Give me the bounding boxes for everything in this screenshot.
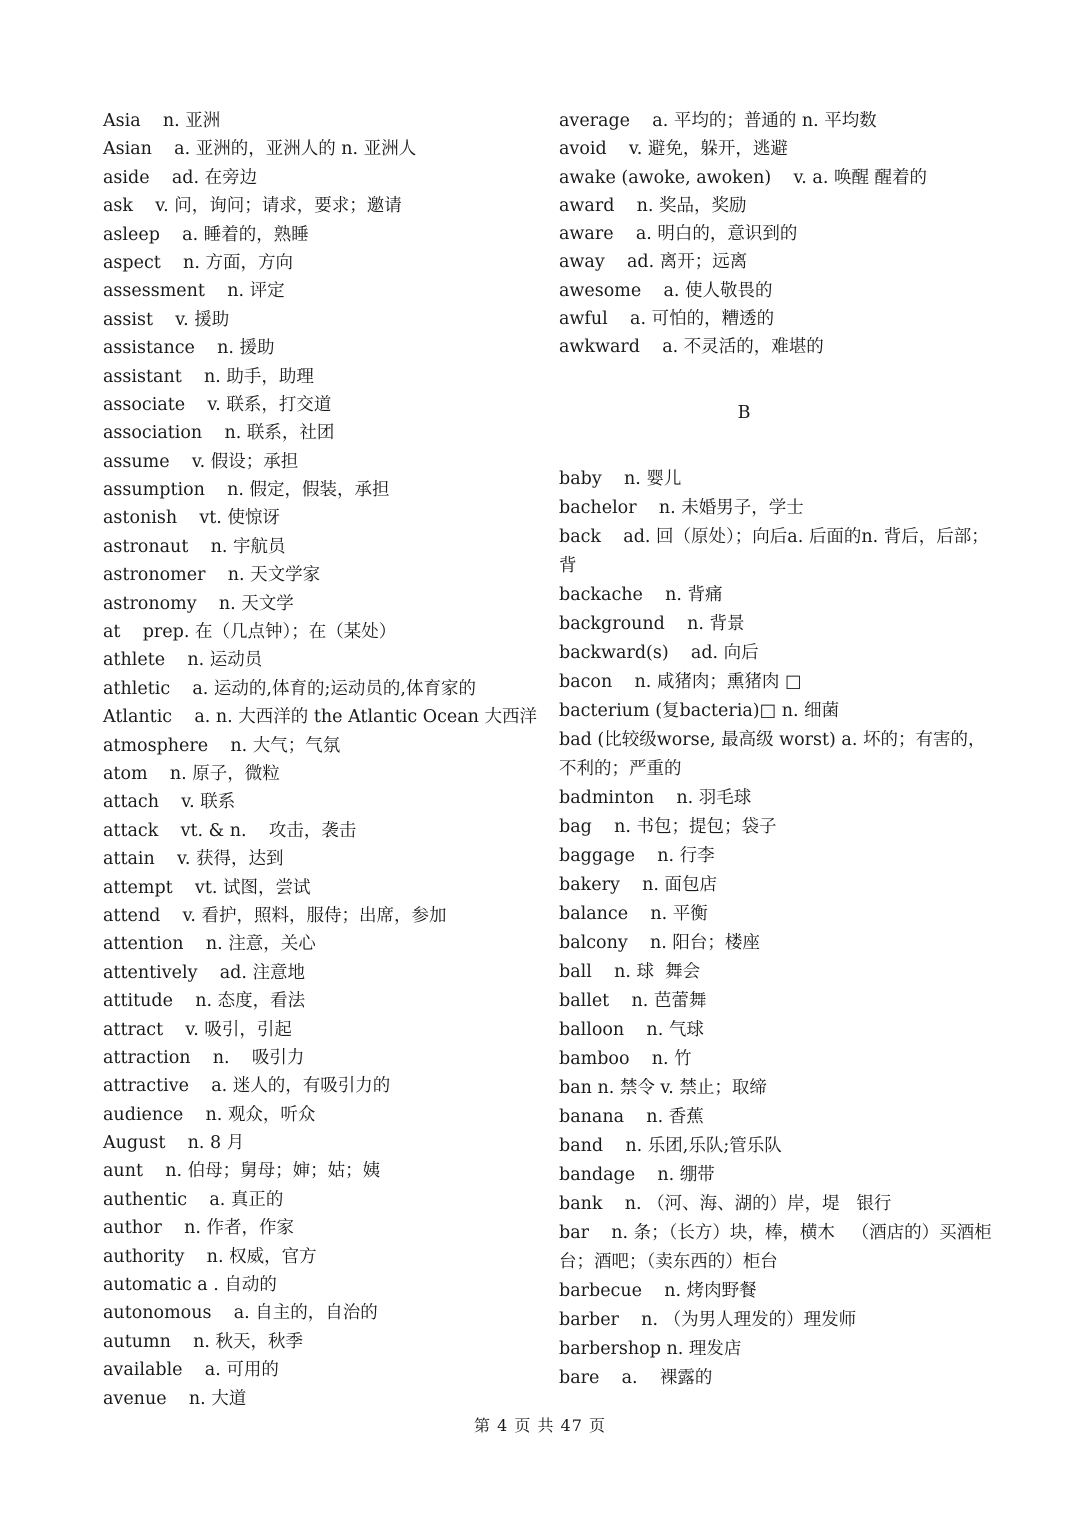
vocab-entry: badminton n. 羽毛球 bbox=[559, 787, 752, 808]
vocab-entry: bacterium (复bacteria)□ n. 细菌 bbox=[559, 700, 840, 721]
vocab-entry: assessment n. 评定 bbox=[103, 281, 285, 302]
vocab-entry: attract v. 吸引，引起 bbox=[103, 1019, 292, 1040]
vocab-entry: astronomer n. 天文学家 bbox=[103, 565, 321, 586]
vocab-entry: ask v. 问，询问；请求，要求；邀请 bbox=[103, 196, 402, 217]
vocab-entry: bar n. 条；（长方）块，棒，横木 （酒店的）买酒柜台；酒吧；（卖东西的）柜台 bbox=[559, 1222, 992, 1272]
left-column bbox=[103, 107, 543, 1413]
vocab-entry: ban n. 禁令 v. 禁止；取缔 bbox=[559, 1077, 767, 1098]
vocab-entry: author n. 作者，作家 bbox=[103, 1218, 295, 1239]
vocab-entry: astonish vt. 使惊讶 bbox=[103, 508, 280, 529]
vocab-entry: bandage n. 绷带 bbox=[559, 1164, 715, 1185]
vocab-entry: baggage n. 行李 bbox=[559, 845, 715, 866]
vocab-entry: bakery n. 面包店 bbox=[559, 874, 717, 895]
vocab-entry: aware a. 明白的，意识到的 bbox=[559, 224, 798, 245]
vocab-entry: August n. 8 月 bbox=[103, 1133, 245, 1154]
vocab-entry: attention n. 注意，关心 bbox=[103, 934, 316, 955]
vocab-entry: bank n. （河、海、湖的）岸，堤 银行 bbox=[559, 1193, 892, 1214]
vocab-entry: ball n. 球 舞会 bbox=[559, 961, 701, 982]
vocab-entry: attentively ad. 注意地 bbox=[103, 962, 305, 983]
vocab-entry: assistance n. 援助 bbox=[103, 338, 275, 359]
page-number-footer: 第 4 页 共 47 页 bbox=[474, 1416, 606, 1435]
vocab-entry: award n. 奖品，奖励 bbox=[559, 195, 747, 216]
vocab-entry: balance n. 平衡 bbox=[559, 903, 708, 924]
vocab-entry: authentic a. 真正的 bbox=[103, 1189, 284, 1210]
vocab-entry: associate v. 联系，打交道 bbox=[103, 394, 332, 415]
vocab-entry: attend v. 看护，照料，服侍；出席，参加 bbox=[103, 905, 447, 926]
vocab-entry: banana n. 香蕉 bbox=[559, 1106, 704, 1127]
vocab-entry: association n. 联系，社团 bbox=[103, 423, 335, 444]
vocab-entry: Asia n. 亚洲 bbox=[103, 111, 221, 131]
vocab-entry: aspect n. 方面，方向 bbox=[103, 252, 293, 273]
vocab-entry: authority n. 权威，官方 bbox=[103, 1246, 317, 1267]
vocab-entry: assume v. 假设；承担 bbox=[103, 451, 299, 472]
vocab-entry: assist v. 援助 bbox=[103, 309, 230, 330]
vocab-entry: barbershop n. 理发店 bbox=[559, 1338, 742, 1359]
vocab-entry: barber n. （为男人理发的）理发师 bbox=[559, 1309, 857, 1330]
vocab-entry: athlete n. 运动员 bbox=[103, 650, 263, 671]
vocab-entry: astronaut n. 宇航员 bbox=[103, 536, 286, 557]
vocab-entry: barbecue n. 烤肉野餐 bbox=[559, 1280, 757, 1301]
vocab-entry: asleep a. 睡着的，熟睡 bbox=[103, 224, 309, 245]
vocab-entry: bachelor n. 未婚男子，学士 bbox=[559, 497, 804, 518]
vocab-entry: assistant n. 助手，助理 bbox=[103, 366, 314, 387]
vocab-entry: Atlantic a. n. 大西洋的 the Atlantic Ocean 大西洋 bbox=[103, 707, 538, 728]
vocab-entry: at prep. 在（几点钟）；在（某处） bbox=[103, 622, 397, 643]
vocab-entry: balloon n. 气球 bbox=[559, 1019, 704, 1040]
vocab-entry: attach v. 联系 bbox=[103, 792, 236, 813]
right-column bbox=[559, 107, 999, 1393]
vocab-entry: balcony n. 阳台；楼座 bbox=[559, 932, 760, 953]
vocab-entry: awkward a. 不灵活的，难堪的 bbox=[559, 337, 824, 358]
vocab-entry: attempt vt. 试图，尝试 bbox=[103, 877, 311, 898]
vocab-entry: band n. 乐团,乐队;管乐队 bbox=[559, 1135, 782, 1156]
vocab-entry: awesome a. 使人敬畏的 bbox=[559, 280, 773, 301]
vocab-entry: attraction n. 吸引力 bbox=[103, 1047, 305, 1068]
vocab-entry: bare a. 裸露的 bbox=[559, 1367, 713, 1388]
vocab-entry: astronomy n. 天文学 bbox=[103, 593, 294, 614]
vocab-entry: bamboo n. 竹 bbox=[559, 1048, 692, 1069]
vocab-entry: awake (awoke, awoken) v. a. 唤醒 醒着的 bbox=[559, 167, 928, 188]
vocab-entry: attain v. 获得，达到 bbox=[103, 849, 284, 870]
b-words bbox=[559, 465, 999, 1393]
vocab-entry: Asian a. 亚洲的，亚洲人的 n. 亚洲人 bbox=[103, 139, 417, 160]
vocab-entry: average a. 平均的；普通的 n. 平均数 bbox=[559, 111, 877, 131]
vocab-entry: ballet n. 芭蕾舞 bbox=[559, 990, 707, 1011]
vocab-entry: away ad. 离开；远离 bbox=[559, 252, 748, 273]
vocab-entry: avenue n. 大道 bbox=[103, 1388, 247, 1409]
vocab-entry: back ad. 回（原处）；向后a. 后面的n. 背后，后部；背 bbox=[559, 526, 989, 576]
vocab-entry: available a. 可用的 bbox=[103, 1360, 279, 1381]
section-letter-heading: B bbox=[737, 402, 751, 423]
vocab-entry: baby n. 婴儿 bbox=[559, 468, 682, 489]
vocab-entry: audience n. 观众，听众 bbox=[103, 1104, 316, 1125]
vocab-entry: autumn n. 秋天，秋季 bbox=[103, 1331, 304, 1352]
vocab-entry: attractive a. 迷人的，有吸引力的 bbox=[103, 1076, 391, 1097]
vocab-entry: athletic a. 运动的,体育的;运动员的,体育家的 bbox=[103, 678, 476, 699]
vocab-entry: attack vt. & n. 攻击，袭击 bbox=[103, 820, 357, 841]
vocab-entry: awful a. 可怕的，糟透的 bbox=[559, 309, 775, 330]
vocab-entry: atom n. 原子，微粒 bbox=[103, 763, 280, 784]
vocab-entry: autonomous a. 自主的，自治的 bbox=[103, 1303, 378, 1324]
vocab-entry: attitude n. 态度，看法 bbox=[103, 991, 306, 1012]
vocab-entry: aside ad. 在旁边 bbox=[103, 167, 258, 188]
vocab-entry: backache n. 背痛 bbox=[559, 584, 723, 605]
vocab-entry: atmosphere n. 大气；气氛 bbox=[103, 735, 341, 756]
vocab-entry: aunt n. 伯母；舅母；婶；姑；姨 bbox=[103, 1161, 381, 1182]
vocab-entry: automatic a . 自动的 bbox=[103, 1275, 277, 1296]
a-words-continued bbox=[559, 107, 999, 362]
vocab-entry: avoid v. 避免，躲开，逃避 bbox=[559, 139, 788, 160]
vocab-entry: bacon n. 咸猪肉；熏猪肉 □ bbox=[559, 671, 802, 692]
vocab-entry: bad (比较级worse, 最高级 worst) a. 坏的；有害的，不利的；严重的 bbox=[559, 729, 986, 779]
vocab-entry: background n. 背景 bbox=[559, 613, 745, 634]
vocab-entry: assumption n. 假定，假装，承担 bbox=[103, 480, 390, 501]
vocab-entry: bag n. 书包；提包；袋子 bbox=[559, 816, 777, 837]
vocab-entry: backward(s) ad. 向后 bbox=[559, 642, 759, 663]
